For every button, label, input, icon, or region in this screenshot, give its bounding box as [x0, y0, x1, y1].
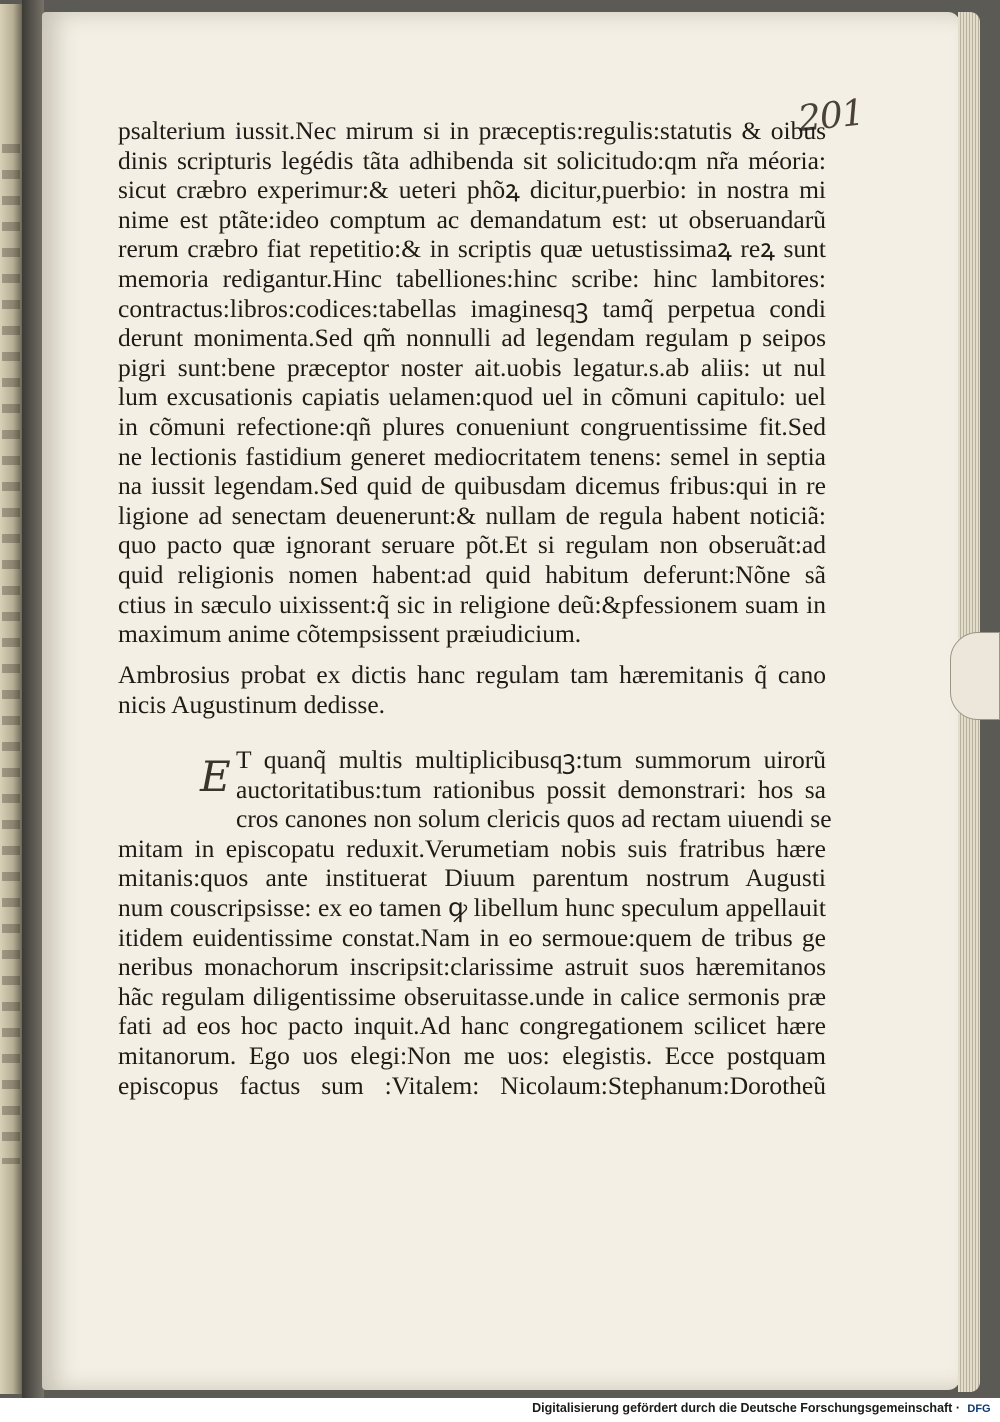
left-page-edge	[0, 4, 22, 1394]
section-heading	[118, 660, 826, 719]
footer-bar	[0, 1398, 1000, 1422]
text-line: cros canones non solum clericis quos ad rectam uiuendi se	[236, 804, 832, 834]
text-line: hãc regulam diligentissime obseruitasse.unde in calice sermonis præ	[118, 981, 826, 1011]
text-line: rerum cræbro fiat repetitio:& in scriptis quæ uetustissimaꝝ reꝝ sunt	[118, 234, 826, 264]
text-line: lum excusationis capiatis uelamen:quod uel in cõmuni capitulo: uel	[118, 382, 826, 412]
text-line: mitanis:quos ante instituerat Diuum parentum nostrum Augusti	[118, 863, 826, 893]
text-line: nime est ptãte:ideo comptum ac demandatum est: ut obseruandarũ	[118, 204, 826, 234]
text-line: auctoritatibus:tum rationibus possit demonstrari: hos sa	[236, 774, 826, 804]
dfg-logo-icon: DFG	[967, 1403, 991, 1415]
text-line: mitam in episcopatu reduxit.Verumetiam nobis suis fratribus hære	[118, 833, 826, 863]
heading-line: Ambrosius probat ex dictis hanc regulam tam hæremitanis q̃ cano	[118, 660, 826, 689]
text-line: in cõmuni refectione:qñ plures conueniunt congruentissime fit.Sed	[118, 411, 826, 441]
text-line: ctius in sæculo uixissent:q̃ sic in religione deũ:&pfessionem suam in	[118, 589, 826, 619]
text-line: quo pacto quæ ignorant seruare põt.Et si regulam non obseruãt:ad	[118, 530, 826, 560]
text-line: itidem euidentissime constat.Nam in eo sermoue:quem de tribus ge	[118, 922, 826, 952]
text-line: fati ad eos hoc pacto inquit.Ad hanc congregationem scilicet hære	[118, 1011, 826, 1041]
book-gutter	[22, 0, 44, 1398]
text-line: psalterium iussit.Nec mirum si in præceptis:regulis:statutis & oibus	[118, 116, 826, 145]
text-line: derunt monimenta.Sed qm̃ nonnulli ad legendam regulam p seipos	[118, 323, 826, 353]
text-line: contractus:libros:codices:tabellas imaginesqꝫ tamq̃ perpetua condi	[118, 293, 826, 323]
folio-number: 201	[796, 92, 866, 141]
left-page-text-fragment	[2, 144, 20, 1164]
paragraph-1	[118, 116, 826, 649]
text-line: dinis scripturis legédis tãta adhibenda sit solicitudo:qm nr̃a méoria:	[118, 145, 826, 175]
text-line: num couscripsisse: ex eo tamen ꝙ libellum hunc speculum appellauit	[118, 892, 826, 922]
text-line: pigri sunt:bene præceptor noster ait.uobis legatur.s.ab aliis: ut nul	[118, 352, 826, 382]
heading-line: nicis Augustinum dedisse.	[118, 689, 386, 719]
text-line: sicut cræbro experimur:& ueteri phõꝝ dicitur,puerbio: in nostra mi	[118, 175, 826, 205]
text-line: ligione ad senectam deuenerunt:& nullam de regula habent noticiã:	[118, 500, 826, 530]
text-line: memoria redigantur.Hinc tabelliones:hinc scribe: hinc lambitores:	[118, 263, 826, 293]
text-line: quid religionis nomen habent:ad quid habitum deferunt:Nõne sã	[118, 559, 826, 589]
text-line: maximum anime cõtempsissent præiudicium.	[118, 619, 582, 649]
page-tab-marker	[950, 632, 1000, 720]
initial-letter: E	[200, 752, 231, 801]
text-line: ne lectionis fastidium generet mediocritatem tenens: semel in septia	[118, 441, 826, 471]
text-line: mitanorum. Ego uos elegi:Non me uos: elegistis. Ecce postquam	[118, 1040, 826, 1070]
paragraph-2	[118, 745, 832, 1100]
footer-credit: Digitalisierung gefördert durch die Deutsche Forschungsgemeinschaft ·	[532, 1401, 960, 1415]
text-line: episcopus factus sum :Vitalem: Nicolaum:Stephanum:Dorotheũ	[118, 1070, 826, 1100]
text-line: T quanq̃ multis multiplicibusqꝫ:tum summorum uirorũ	[236, 745, 826, 774]
text-line: na iussit legendam.Sed quid de quibusdam dicemus fribus:qui in re	[118, 471, 826, 501]
text-line: neribus monachorum inscripsit:clarissime astruit suos hæremitanos	[118, 952, 826, 982]
